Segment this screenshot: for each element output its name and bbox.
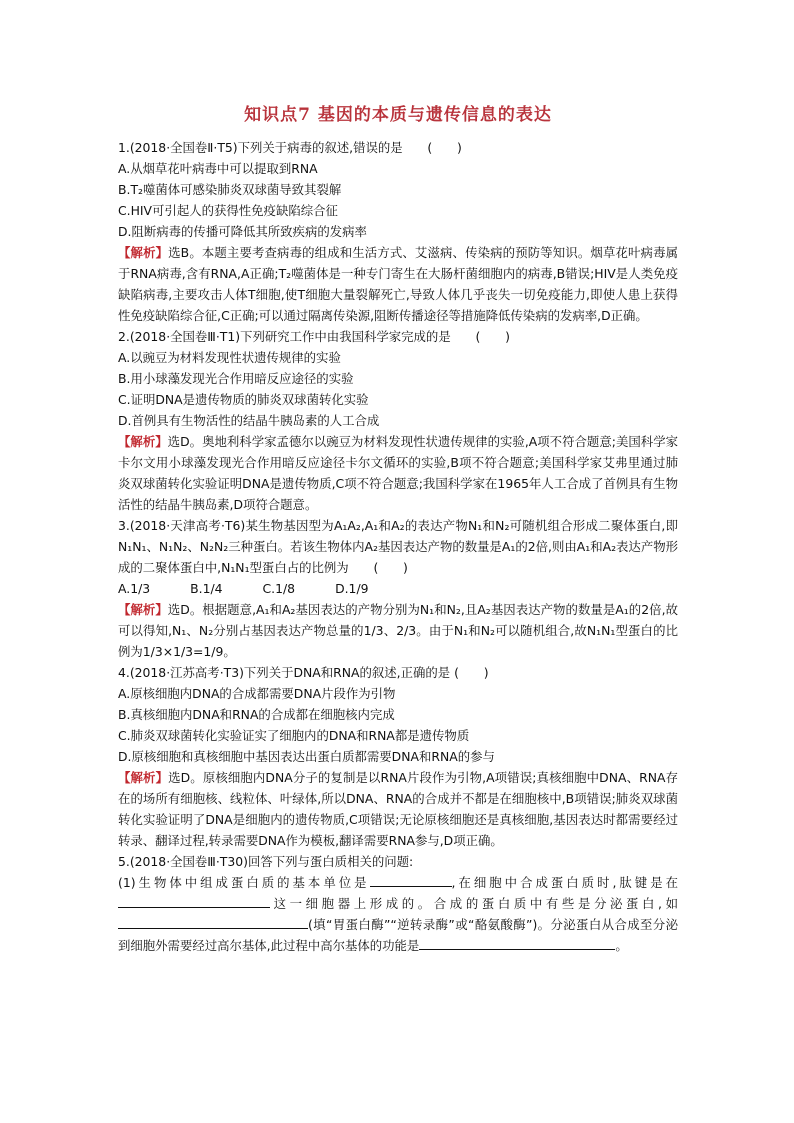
analysis-text: 选D。奥地利科学家孟德尔以豌豆为材料发现性状遗传规律的实验,A项不符合题意;美国科学家卡尔文用小球藻发现光合作用暗反应途径卡尔文循环的实验,B项不符合题意;美国科学家艾弗里通过肺炎双球菌转化实验证明DNA是遗传物质,C项不符合题意;我国科学家在1965年人工合成了首例具有生物活性的结晶牛胰岛素,D项符合题意。 <box>118 434 679 512</box>
option-c: C.HIV可引起人的获得性免疫缺陷综合征 <box>118 203 338 218</box>
question-stem: 4.(2018·江苏高考·T3)下列关于DNA和RNA的叙述,正确的是 ( ) <box>118 665 489 680</box>
option-b: B.真核细胞内DNA和RNA的合成都在细胞核内完成 <box>118 707 395 722</box>
question-4 <box>118 662 678 851</box>
question-stem: 2.(2018·全国卷Ⅲ·T1)下列研究工作中由我国科学家完成的是 ( ) <box>118 329 510 344</box>
q5-text-4: (填“胃蛋白酶”“逆转录酶”或“酪氨酸酶”)。分泌蛋白从合成至分泌到细胞外需要经过高尔基体,此过程中高尔基体的功能是 <box>118 917 678 953</box>
question-stem: 1.(2018·全国卷Ⅱ·T5)下列关于病毒的叙述,错误的是 ( ) <box>118 140 462 155</box>
option-c: C.证明DNA是遗传物质的肺炎双球菌转化实验 <box>118 392 369 407</box>
document-page <box>118 100 678 956</box>
question-stem: 3.(2018·天津高考·T6)某生物基因型为A₁A₂,A₁和A₂的表达产物N₁和N₂可随机组合形成二聚体蛋白,即N₁N₁、N₁N₂、N₂N₂三种蛋白。若该生物体内A₂基因表达产物的数量是A₁的2倍,则由A₁和A₂表达产物形成的二聚体蛋白中,N₁N₁型蛋白占的比例为 ( ) <box>118 518 678 575</box>
analysis <box>118 242 678 326</box>
q5-text-5: 。 <box>615 938 628 953</box>
option-b: B.T₂噬菌体可感染肺炎双球菌导致其裂解 <box>118 182 342 197</box>
analysis <box>118 431 678 515</box>
option-d: D.阻断病毒的传播可降低其所致疾病的发病率 <box>118 224 367 239</box>
page-title: 知识点7 基因的本质与遗传信息的表达 <box>244 105 552 125</box>
option-a: A.以豌豆为材料发现性状遗传规律的实验 <box>118 350 341 365</box>
option-d: D.1/9 <box>335 581 369 596</box>
q5-text-3: 这一细胞器上形成的。合成的蛋白质中有些是分泌蛋白,如 <box>270 896 678 911</box>
analysis-tag: 【解析】 <box>118 602 168 617</box>
analysis-tag: 【解析】 <box>118 434 168 449</box>
answer-blank-2[interactable] <box>118 893 270 908</box>
option-b: B.用小球藻发现光合作用暗反应途径的实验 <box>118 371 354 386</box>
option-c: C.肺炎双球菌转化实验证实了细胞内的DNA和RNA都是遗传物质 <box>118 728 470 743</box>
analysis-text: 选D。原核细胞内DNA分子的复制是以RNA片段作为引物,A项错误;真核细胞中DNA、RNA存在的场所有细胞核、线粒体、叶绿体,所以DNA、RNA的合成并不都是在细胞核中,B项错误;肺炎双球菌转化实验证明了DNA是细胞内的遗传物质,C项错误;无论原核细胞还是真核细胞,基因表达时都需要经过转录、翻译过程,转录需要DNA作为模板,翻译需要RNA参与,D项正确。 <box>118 770 678 848</box>
answer-blank-3[interactable] <box>118 914 308 929</box>
option-d: D.原核细胞和真核细胞中基因表达出蛋白质都需要DNA和RNA的参与 <box>118 749 495 764</box>
analysis <box>118 599 678 662</box>
q5-text-2: ,在细胞中合成蛋白质时,肽键是在 <box>451 875 678 890</box>
option-c: C.1/8 <box>262 581 296 596</box>
answer-blank-1[interactable] <box>370 872 452 887</box>
question-1 <box>118 137 678 326</box>
analysis-tag: 【解析】 <box>118 245 169 260</box>
option-a: A.从烟草花叶病毒中可以提取到RNA <box>118 161 318 176</box>
analysis-tag: 【解析】 <box>118 770 169 785</box>
question-3 <box>118 515 678 662</box>
q5-text-1: (1)生物体中组成蛋白质的基本单位是 <box>118 875 370 890</box>
answer-blank-4[interactable] <box>419 935 615 950</box>
option-a: A.1/3 <box>118 581 151 596</box>
option-d: D.首例具有生物活性的结晶牛胰岛素的人工合成 <box>118 413 380 428</box>
option-b: B.1/4 <box>190 581 223 596</box>
analysis <box>118 767 678 851</box>
analysis-text: 选D。根据题意,A₁和A₂基因表达的产物分别为N₁和N₂,且A₂基因表达产物的数量是A₁的2倍,故可以得知,N₁、N₂分别占基因表达产物总量的1/3、2/3。由于N₁和N₂可以随机组合,故N₁N₁型蛋白的比例为1/3×1/3=1/9。 <box>118 602 678 659</box>
options-row <box>118 578 678 599</box>
fill-in-paragraph <box>118 872 678 956</box>
option-a: A.原核细胞内DNA的合成都需要DNA片段作为引物 <box>118 686 396 701</box>
analysis-text: 选B。本题主要考查病毒的组成和生活方式、艾滋病、传染病的预防等知识。烟草花叶病毒属于RNA病毒,含有RNA,A正确;T₂噬菌体是一种专门寄生在大肠杆菌细胞内的病毒,B错误;HIV是人类免疫缺陷病毒,主要攻击人体T细胞,使T细胞大量裂解死亡,导致人体几乎丧失一切免疫能力,即使人患上获得性免疫缺陷综合征,C正确;可以通过隔离传染源,阻断传播途径等措施降低传染病的发病率,D正确。 <box>118 245 679 323</box>
question-5 <box>118 851 678 956</box>
question-stem: 5.(2018·全国卷Ⅲ·T30)回答下列与蛋白质相关的问题: <box>118 854 414 869</box>
question-2 <box>118 326 678 515</box>
